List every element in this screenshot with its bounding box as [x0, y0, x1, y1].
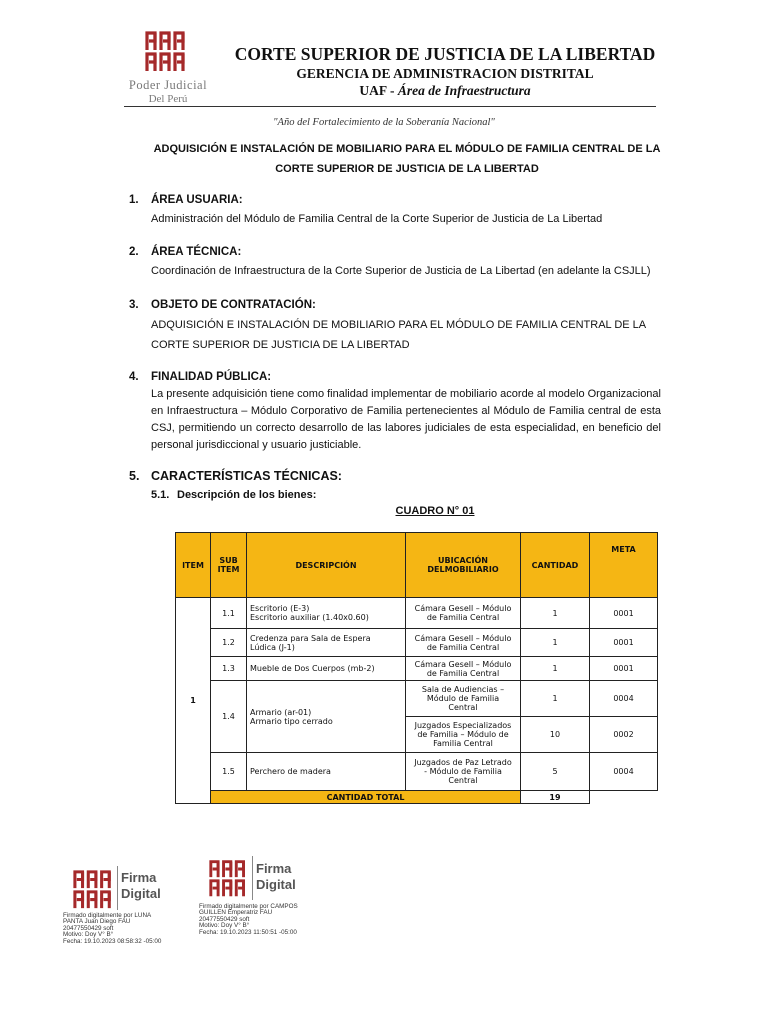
ubicacion-cell: [406, 681, 521, 717]
gerencia-title: GERENCIA DE ADMINISTRACION DISTRITAL: [296, 66, 594, 81]
ubicacion-cell: [406, 598, 521, 629]
total-empty-cell: [590, 791, 658, 804]
ubicacion-line: Sala de Audiencias –: [421, 685, 505, 694]
subsection-title: Descripción de los bienes:: [177, 489, 317, 501]
ubicacion-line: Central: [448, 776, 478, 785]
subsection-number: 5.1.: [151, 489, 170, 501]
sub-item-cell: 1.3: [211, 657, 247, 681]
signature-label-line-2: Digital: [121, 886, 161, 901]
section-4-body: La presente adquisición tiene como finalidad implementar de mobiliario acorde al modelo Organizacional en Infraestructura – Módulo Corporativo de Familia pertenecientes al Módulo de Familia central de esta CSJ, permitiendo un correcto desarrollo de las labores judiciales de esta especialidad, en beneficio del personal jurisdiccional y usuario justiciable.: [151, 388, 661, 451]
uaf-area: Área de Infraestructura: [397, 83, 531, 98]
section-title: CARACTERÍSTICAS TÉCNICAS:: [151, 469, 342, 483]
document-title-line-1: ADQUISICIÓN E INSTALACIÓN DE MOBILIARIO PARA EL MÓDULO DE FAMILIA CENTRAL DE LA: [153, 143, 661, 155]
subsection-5-1-heading: [151, 489, 316, 501]
ubicacion-line: Cámara Gesell – Módulo: [414, 633, 512, 643]
section-3-heading: [129, 299, 316, 311]
firma-digital-emblem-icon: [208, 859, 250, 899]
descripcion-line: Armario tipo cerrado: [250, 716, 333, 726]
ubicacion-line: - Módulo de Familia: [424, 767, 502, 776]
cantidad-cell: 1: [521, 657, 590, 681]
cantidad-cell: 1: [521, 681, 590, 717]
section-3-body-line-2: CORTE SUPERIOR DE JUSTICIA DE LA LIBERTAD: [151, 339, 410, 351]
ubicacion-line: Módulo de Familia: [426, 694, 500, 703]
signature-divider: [252, 856, 253, 900]
signature-details: Firmado digitalmente por CAMPOS GUILLEN Emperatriz FAU 20477550429 soft Motivo: Doy V° B° Fecha: 19.10.2023 11:50:51 -05:00: [199, 903, 298, 936]
document-title: [150, 139, 664, 179]
ubicacion-cell: [406, 657, 521, 681]
ubicacion-line: de Familia Central: [426, 642, 500, 652]
section-number: 4.: [129, 371, 139, 383]
table-row: [176, 681, 658, 717]
table-row: [176, 629, 658, 657]
ubicacion-line: Juzgados Especializados: [414, 721, 512, 730]
ubicacion-line: Central: [448, 703, 478, 712]
ubicacion-line: de Familia Central: [426, 668, 500, 678]
section-3-body: [151, 317, 661, 353]
meta-cell: 0004: [590, 681, 658, 717]
meta-cell: 0001: [590, 657, 658, 681]
section-number: 2.: [129, 246, 139, 258]
meta-cell: 0001: [590, 598, 658, 629]
sub-item-cell: 1.5: [211, 753, 247, 791]
descripcion-line: Credenza para Sala de Espera: [250, 633, 371, 643]
ubicacion-line: Familia Central: [433, 739, 493, 748]
section-number: 3.: [129, 299, 139, 311]
cantidad-cell: 5: [521, 753, 590, 791]
signature-label-line-1: Firma: [256, 861, 292, 876]
section-2-body: Coordinación de Infraestructura de la Corte Superior de Justicia de La Libertad (en adelante la CSJLL): [151, 265, 651, 277]
sub-item-cell: 1.2: [211, 629, 247, 657]
descripcion-cell: Perchero de madera: [247, 753, 406, 791]
meta-cell: 0004: [590, 753, 658, 791]
section-1-heading: [129, 194, 243, 206]
section-title: ÁREA USUARIA:: [151, 194, 243, 206]
total-value: 19: [521, 791, 590, 804]
descripcion-line: Lúdica (J-1): [250, 642, 295, 652]
ubicacion-line: Juzgados de Paz Letrado: [414, 758, 512, 767]
ubicacion-line: de Familia – Módulo de: [417, 730, 509, 739]
header-cantidad: CANTIDAD: [521, 533, 590, 598]
total-row: [176, 791, 658, 804]
signature-divider: [117, 866, 118, 910]
descripcion-cell: [247, 598, 406, 629]
document-title-line-2: CORTE SUPERIOR DE JUSTICIA DE LA LIBERTAD: [275, 163, 539, 175]
item-cell: 1: [176, 598, 211, 804]
cantidad-cell: 10: [521, 717, 590, 753]
table-row: [176, 753, 658, 791]
signature-label-line-2: Digital: [256, 877, 296, 892]
signature-label: [121, 870, 161, 902]
total-label: CANTIDAD TOTAL: [211, 791, 521, 804]
header-item: ITEM: [176, 533, 211, 598]
section-3-body-line-1: ADQUISICIÓN E INSTALACIÓN DE MOBILIARIO PARA EL MÓDULO DE FAMILIA CENTRAL DE LA: [151, 319, 647, 331]
header-descripcion: DESCRIPCIÓN: [247, 533, 406, 598]
header-meta: META: [590, 533, 658, 598]
firma-digital-emblem-icon: [72, 869, 116, 911]
sub-item-cell: 1.4: [211, 681, 247, 753]
descripcion-line: Armario (ar-01): [250, 707, 312, 717]
cuadro-title: CUADRO N° 01: [395, 505, 475, 517]
section-title: FINALIDAD PÚBLICA:: [151, 371, 272, 383]
section-number: 5.: [129, 469, 140, 483]
signature-details: Firmado digitalmente por LUNA PANTA Juan Diego FAU 20477550429 soft Motivo: Doy V° B° Fecha: 19.10.2023 08:58:32 -05:00: [63, 912, 162, 945]
ubicacion-cell: [406, 753, 521, 791]
table-header-row: [176, 533, 658, 598]
table-row: [176, 657, 658, 681]
bienes-table: [175, 532, 658, 804]
header-sub-item-line-1: SUB: [219, 556, 238, 565]
logo-line-2: Del Perú: [148, 93, 188, 105]
descripcion-cell: Mueble de Dos Cuerpos (mb-2): [247, 657, 406, 681]
section-5-heading: [129, 469, 342, 483]
section-title: ÁREA TÉCNICA:: [151, 246, 242, 258]
meta-cell: 0002: [590, 717, 658, 753]
year-motto: "Año del Fortalecimiento de la Soberanía Nacional": [273, 117, 495, 128]
header-ubicacion: [406, 533, 521, 598]
uaf-title: [210, 83, 680, 99]
meta-cell: 0001: [590, 629, 658, 657]
section-4-heading: [129, 371, 271, 383]
section-2-heading: [129, 246, 241, 258]
descripcion-line: Escritorio auxiliar (1.40x0.60): [250, 613, 369, 622]
uaf-prefix: UAF -: [359, 83, 398, 98]
header-ubicacion-line-2: DELMOBILIARIO: [427, 565, 499, 574]
ubicacion-cell: [406, 629, 521, 657]
ubicacion-line: de Familia Central: [426, 613, 500, 622]
logo-line-1: Poder Judicial: [128, 78, 208, 92]
section-number: 1.: [129, 194, 139, 206]
court-title: CORTE SUPERIOR DE JUSTICIA DE LA LIBERTAD: [234, 44, 656, 64]
cantidad-cell: 1: [521, 629, 590, 657]
signature-label-line-1: Firma: [121, 870, 157, 885]
header-divider: [124, 106, 656, 107]
ubicacion-line: Cámara Gesell – Módulo: [414, 604, 512, 613]
descripcion-cell: [247, 681, 406, 753]
section-1-body: Administración del Módulo de Familia Central de la Corte Superior de Justicia de La Libertad: [151, 213, 603, 225]
descripcion-cell: [247, 629, 406, 657]
table-row: [176, 598, 658, 629]
poder-judicial-emblem-icon: [144, 30, 190, 74]
sub-item-cell: 1.1: [211, 598, 247, 629]
signature-label: [256, 861, 296, 893]
header-sub-item: [211, 533, 247, 598]
ubicacion-cell: [406, 717, 521, 753]
cantidad-cell: 1: [521, 598, 590, 629]
header-ubicacion-line-1: UBICACIÓN: [438, 556, 488, 565]
descripcion-line: Escritorio (E-3): [250, 604, 310, 613]
header-sub-item-line-2: ITEM: [217, 565, 240, 574]
ubicacion-line: Cámara Gesell – Módulo: [414, 659, 512, 669]
section-title: OBJETO DE CONTRATACIÓN:: [151, 299, 316, 311]
